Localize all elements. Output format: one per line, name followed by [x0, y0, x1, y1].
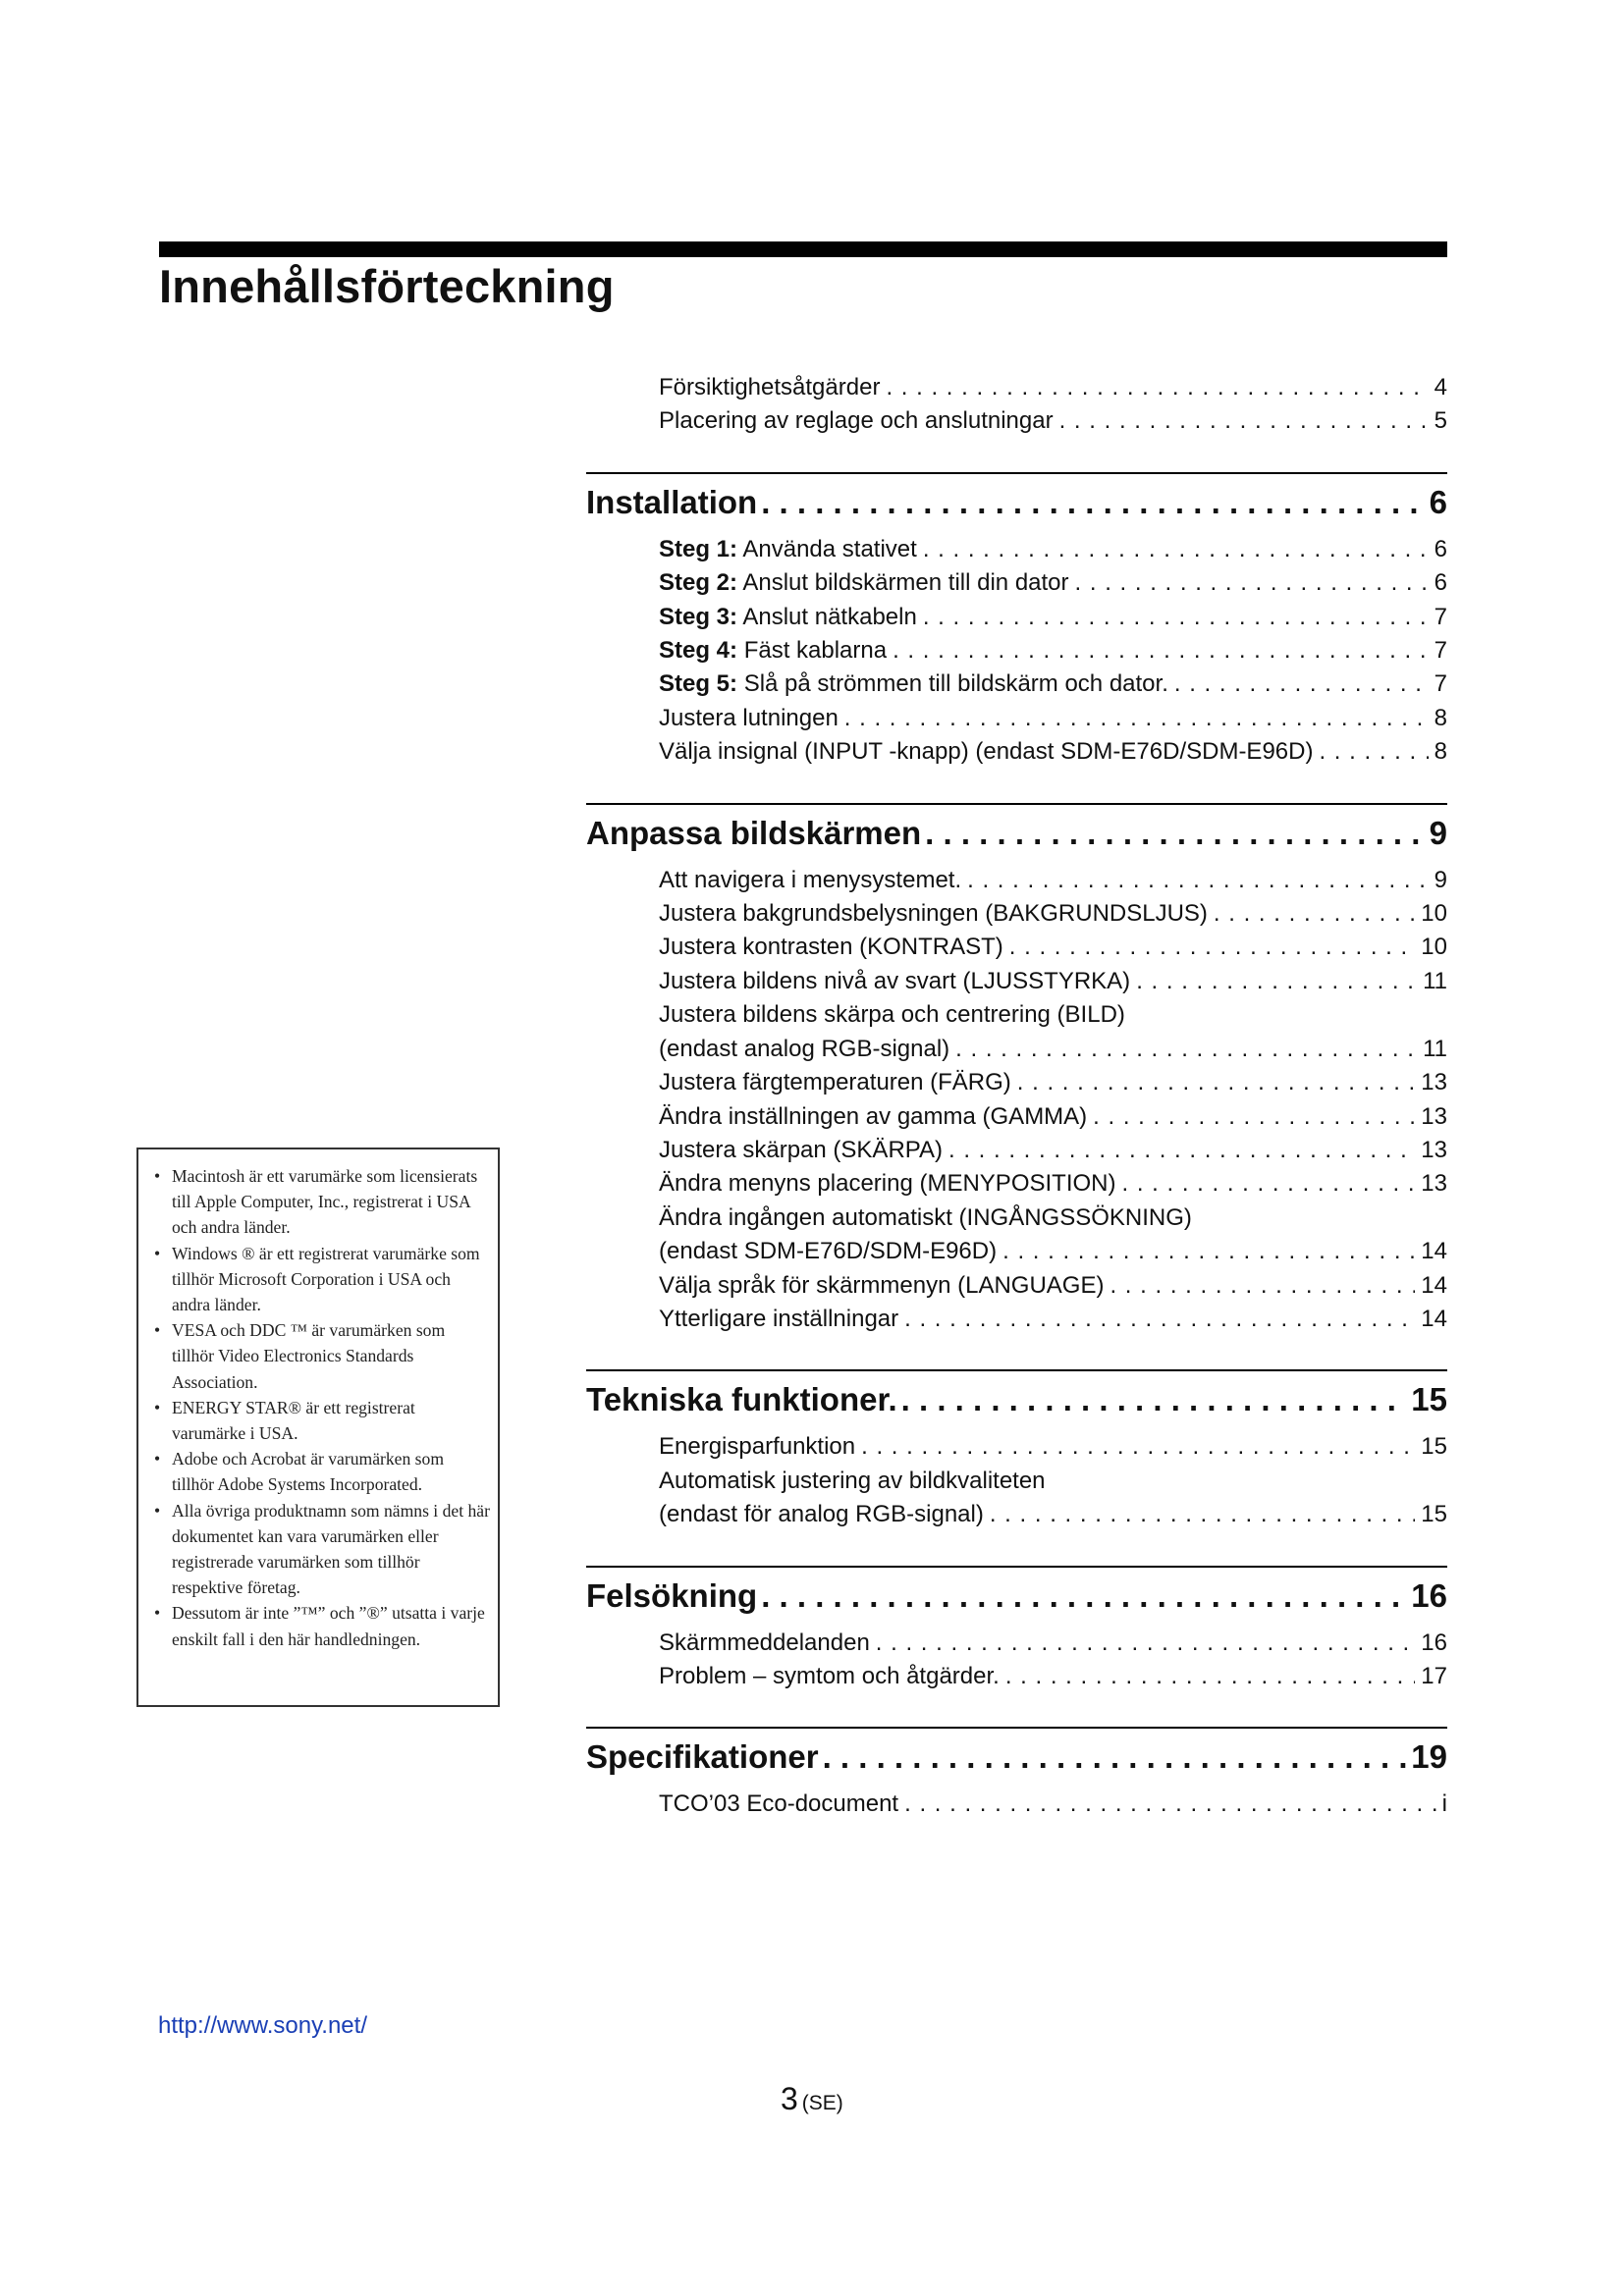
- dot-leader: [990, 1498, 1415, 1531]
- toc-entry-step: Steg 5:: [659, 670, 738, 698]
- toc-entry[interactable]: [659, 864, 1447, 897]
- toc-section: [586, 472, 1447, 770]
- dot-leader: [904, 1303, 1415, 1336]
- dot-leader: [1214, 897, 1415, 931]
- toc-entry-page: 13: [1421, 1136, 1447, 1163]
- dot-leader: [844, 702, 1429, 735]
- toc-entry[interactable]: [659, 965, 1447, 998]
- dot-leader: [823, 1736, 1408, 1778]
- toc-section: [586, 1566, 1447, 1694]
- toc-entry-title: [659, 1269, 1104, 1303]
- page-number: [781, 2081, 843, 2117]
- toc-section: [586, 1727, 1447, 1821]
- toc-entry-text: Ändra inställningen av gamma (GAMMA): [659, 1102, 1088, 1130]
- dot-leader: [861, 1430, 1415, 1464]
- toc-entry-text: Fäst kablarna: [743, 637, 888, 665]
- dot-leader: [1059, 404, 1429, 438]
- toc-entry[interactable]: [659, 735, 1447, 769]
- dot-leader: [1093, 1100, 1415, 1134]
- section-page: 9: [1429, 814, 1447, 851]
- toc-entry-title: [659, 1465, 1046, 1498]
- toc-entry[interactable]: [659, 1167, 1447, 1201]
- toc-entry-text: Justera bildens skärpa och centrering (BILD): [659, 1001, 1125, 1029]
- dot-leader: [1121, 1167, 1415, 1201]
- trademark-item: • VESA och DDC ™ är varumärken som tillhör Video Electronics Standards Association.: [154, 1317, 490, 1395]
- dot-leader: [955, 1033, 1417, 1066]
- toc-entry-text: Justera färgtemperaturen (FÄRG): [659, 1069, 1011, 1096]
- toc-entry-page: 7: [1434, 603, 1447, 630]
- toc-entry-page: 15: [1421, 1433, 1447, 1461]
- section-title: Tekniska funktioner.: [586, 1381, 897, 1418]
- section-entries: [659, 533, 1447, 770]
- section-title: Installation: [586, 483, 758, 520]
- toc-entry-title: [659, 1201, 1192, 1235]
- toc-entry-page: 13: [1421, 1102, 1447, 1130]
- toc-entry[interactable]: [659, 1066, 1447, 1099]
- toc-entry-page: 6: [1434, 569, 1447, 597]
- toc-entry-title: [659, 864, 961, 897]
- dot-leader: [923, 601, 1429, 634]
- trademark-notice: [136, 1148, 500, 1707]
- toc-entry-page: 9: [1434, 866, 1447, 893]
- toc-entry[interactable]: [659, 1134, 1447, 1167]
- toc-entry-text: Välja språk för skärmmenyn (LANGUAGE): [659, 1271, 1105, 1299]
- toc-entry-page: 10: [1421, 900, 1447, 928]
- toc-entry-title: [659, 1498, 984, 1531]
- toc-entry-page: 8: [1434, 704, 1447, 731]
- dot-leader: [761, 1575, 1407, 1617]
- title-rule: [159, 241, 1447, 257]
- toc-entry-page: 10: [1421, 934, 1447, 961]
- toc-entry[interactable]: [659, 1303, 1447, 1336]
- toc-entry-text: Justera skärpan (SKÄRPA): [659, 1136, 943, 1163]
- toc-entry-text: Justera kontrasten (KONTRAST): [659, 934, 1003, 961]
- toc-entry-title: [659, 931, 1003, 964]
- toc-entry-text: Anslut bildskärmen till din dator: [742, 569, 1069, 597]
- toc-entry-title: [659, 404, 1054, 438]
- dot-leader: [1319, 735, 1428, 769]
- toc-entry[interactable]: [659, 371, 1447, 404]
- section-page: 19: [1411, 1738, 1447, 1776]
- toc-entry-page: 13: [1421, 1170, 1447, 1198]
- dot-leader: [948, 1134, 1415, 1167]
- dot-leader: [876, 1627, 1416, 1660]
- section-title: Specifikationer: [586, 1738, 819, 1776]
- toc-entry[interactable]: [659, 1465, 1447, 1498]
- toc-entry-step: Steg 3:: [659, 603, 738, 630]
- dot-leader: [1002, 1235, 1415, 1268]
- dot-leader: [1009, 931, 1416, 964]
- toc-entry[interactable]: [659, 404, 1447, 438]
- toc-entry-page: 8: [1434, 738, 1447, 766]
- dot-leader: [893, 634, 1429, 667]
- toc-entry[interactable]: [659, 533, 1447, 566]
- dot-leader: [923, 533, 1429, 566]
- toc-entry[interactable]: [659, 634, 1447, 667]
- section-page: 6: [1429, 483, 1447, 520]
- toc-section-heading[interactable]: [586, 803, 1447, 854]
- toc-entry-text: Automatisk justering av bildkvaliteten: [659, 1467, 1046, 1494]
- toc-entry-page: i: [1441, 1790, 1447, 1818]
- toc-entry-page: 4: [1434, 374, 1447, 400]
- toc-entry-text: Slå på strömmen till bildskärm och dator.: [743, 670, 1168, 698]
- toc-entry-page: 14: [1421, 1271, 1447, 1299]
- toc-entry-title: [659, 566, 1069, 600]
- toc-entry-text: Försiktighetsåtgärder: [659, 374, 881, 400]
- section-entries: [659, 1627, 1447, 1694]
- trademark-item: • Alla övriga produktnamn som nämns i det här dokumentet kan vara varumärken eller registrerade varumärken som tillhör respektive företag.: [154, 1498, 490, 1601]
- section-page: 16: [1411, 1576, 1447, 1614]
- toc-entry-text: Justera bildens nivå av svart (LJUSSTYRKA): [659, 967, 1131, 994]
- dot-leader: [1017, 1066, 1416, 1099]
- toc-section-heading[interactable]: [586, 1369, 1447, 1420]
- toc-entry-title: [659, 1660, 1000, 1693]
- toc-entry-page: 16: [1421, 1629, 1447, 1656]
- toc-entry-title: [659, 1033, 949, 1066]
- toc-entry-page: 17: [1421, 1662, 1447, 1689]
- toc-entry-title: [659, 1235, 997, 1268]
- dot-leader: [761, 482, 1425, 523]
- toc-entry-text: Justera lutningen: [659, 704, 839, 731]
- toc-entry[interactable]: [659, 1235, 1447, 1268]
- toc-entry-title: [659, 1167, 1115, 1201]
- toc-entry-page: 14: [1421, 1305, 1447, 1332]
- section-title: Felsökning: [586, 1576, 758, 1614]
- toc-section: [586, 1369, 1447, 1531]
- toc-entry-text: Använda stativet: [742, 535, 917, 562]
- toc-entry[interactable]: [659, 1033, 1447, 1066]
- toc-entry-title: [659, 601, 917, 634]
- toc-entry-title: [659, 1303, 898, 1336]
- toc-entry-text: (endast för analog RGB-signal): [659, 1501, 984, 1528]
- toc-entry[interactable]: [659, 1430, 1447, 1464]
- toc-entry[interactable]: [659, 667, 1447, 701]
- toc-entry-text: Problem – symtom och åtgärder.: [659, 1662, 1000, 1689]
- page-title: Innehållsförteckning: [159, 260, 615, 312]
- sony-url-link[interactable]: http://www.sony.net/: [158, 2012, 367, 2039]
- page-language-suffix: (SE): [801, 2092, 843, 2114]
- toc-entry-title: [659, 371, 880, 404]
- trademark-item: • Macintosh är ett varumärke som licensierats till Apple Computer, Inc., registrerat i USA och andra länder.: [154, 1163, 490, 1241]
- page-number-value: 3: [781, 2081, 798, 2116]
- toc-entry-text: TCO’03 Eco-document: [659, 1790, 899, 1818]
- toc-entry-text: Placering av reglage och anslutningar: [659, 407, 1054, 435]
- toc-entry[interactable]: [659, 1201, 1447, 1235]
- toc-entry-title: [659, 1788, 898, 1821]
- toc-entry-page: 11: [1423, 1035, 1447, 1062]
- toc-section-heading[interactable]: [586, 472, 1447, 523]
- trademark-list: [154, 1163, 490, 1652]
- toc-entry-page: 15: [1421, 1501, 1447, 1528]
- toc-entry[interactable]: [659, 566, 1447, 600]
- trademark-item: • Adobe och Acrobat är varumärken som tillhör Adobe Systems Incorporated.: [154, 1446, 490, 1497]
- toc-entry-text: Skärmmeddelanden: [659, 1629, 870, 1656]
- toc-entry-title: [659, 702, 839, 735]
- toc-entry-text: (endast analog RGB-signal): [659, 1035, 950, 1062]
- toc-entry-title: [659, 1430, 855, 1464]
- toc-section: [586, 803, 1447, 1337]
- toc-entry-title: [659, 735, 1313, 769]
- dot-leader: [901, 1379, 1408, 1420]
- toc-entry-title: [659, 533, 917, 566]
- section-entries: [659, 864, 1447, 1337]
- toc-entry-text: Att navigera i menysystemet.: [659, 866, 962, 893]
- toc-entry-page: 6: [1434, 535, 1447, 562]
- dot-leader: [1110, 1269, 1415, 1303]
- toc-entry-title: [659, 897, 1208, 931]
- toc-entry-text: Anslut nätkabeln: [742, 603, 917, 630]
- toc-entry-page: 13: [1421, 1069, 1447, 1096]
- toc-entry-text: (endast SDM-E76D/SDM-E96D): [659, 1238, 998, 1265]
- dot-leader: [967, 864, 1429, 897]
- toc-entry-title: [659, 1066, 1011, 1099]
- toc-entry-page: 5: [1434, 407, 1447, 435]
- toc-entry-title: [659, 1100, 1087, 1134]
- table-of-contents: [586, 371, 1447, 1822]
- dot-leader: [1174, 667, 1429, 701]
- toc-entry[interactable]: [659, 1269, 1447, 1303]
- toc-entry-text: Justera bakgrundsbelysningen (BAKGRUNDSLJUS): [659, 900, 1208, 928]
- toc-entry[interactable]: [659, 998, 1447, 1032]
- toc-entry[interactable]: [659, 897, 1447, 931]
- toc-entry-step: Steg 4:: [659, 637, 738, 665]
- toc-entry[interactable]: [659, 1660, 1447, 1693]
- dot-leader: [1005, 1660, 1415, 1693]
- toc-entry-text: Ändra ingången automatiskt (INGÅNGSSÖKNING): [659, 1203, 1192, 1231]
- toc-entry[interactable]: [659, 931, 1447, 964]
- toc-section-heading[interactable]: [586, 1566, 1447, 1617]
- toc-entry-title: [659, 965, 1130, 998]
- toc-entry-page: 7: [1434, 670, 1447, 698]
- toc-entry-title: [659, 634, 887, 667]
- toc-entry[interactable]: [659, 1788, 1447, 1821]
- toc-entry-title: [659, 667, 1168, 701]
- toc-entry-page: 11: [1423, 967, 1447, 994]
- section-title: Anpassa bildskärmen: [586, 814, 922, 851]
- toc-entry-text: Energisparfunktion: [659, 1433, 856, 1461]
- dot-leader: [904, 1788, 1436, 1821]
- toc-entry[interactable]: [659, 702, 1447, 735]
- toc-entry-page: 7: [1434, 637, 1447, 665]
- dot-leader: [886, 371, 1428, 404]
- toc-section-heading[interactable]: [586, 1727, 1447, 1778]
- dot-leader: [1136, 965, 1417, 998]
- toc-entry-step: Steg 2:: [659, 569, 738, 597]
- dot-leader: [925, 813, 1426, 854]
- toc-entry[interactable]: [659, 1498, 1447, 1531]
- intro-entries: [659, 371, 1447, 439]
- toc-entry-title: [659, 1134, 943, 1167]
- toc-entry[interactable]: [659, 601, 1447, 634]
- toc-entry-text: Välja insignal (INPUT -knapp) (endast SDM-E76D/SDM-E96D): [659, 738, 1314, 766]
- trademark-item: • ENERGY STAR® är ett registrerat varumärke i USA.: [154, 1395, 490, 1446]
- section-entries: [659, 1430, 1447, 1531]
- toc-entry[interactable]: [659, 1627, 1447, 1660]
- section-entries: [659, 1788, 1447, 1821]
- toc-entry-page: 14: [1421, 1238, 1447, 1265]
- toc-entry-text: Ändra menyns placering (MENYPOSITION): [659, 1170, 1116, 1198]
- trademark-item: • Windows ® är ett registrerat varumärke som tillhör Microsoft Corporation i USA och andra länder.: [154, 1241, 490, 1318]
- dot-leader: [1075, 566, 1429, 600]
- section-page: 15: [1411, 1381, 1447, 1418]
- trademark-item: • Dessutom är inte ”™” och ”®” utsatta i varje enskilt fall i den här handledningen.: [154, 1600, 490, 1651]
- toc-entry[interactable]: [659, 1100, 1447, 1134]
- toc-entry-title: [659, 998, 1125, 1032]
- toc-entry-text: Ytterligare inställningar: [659, 1305, 899, 1332]
- toc-entry-title: [659, 1627, 870, 1660]
- toc-entry-step: Steg 1:: [659, 535, 738, 562]
